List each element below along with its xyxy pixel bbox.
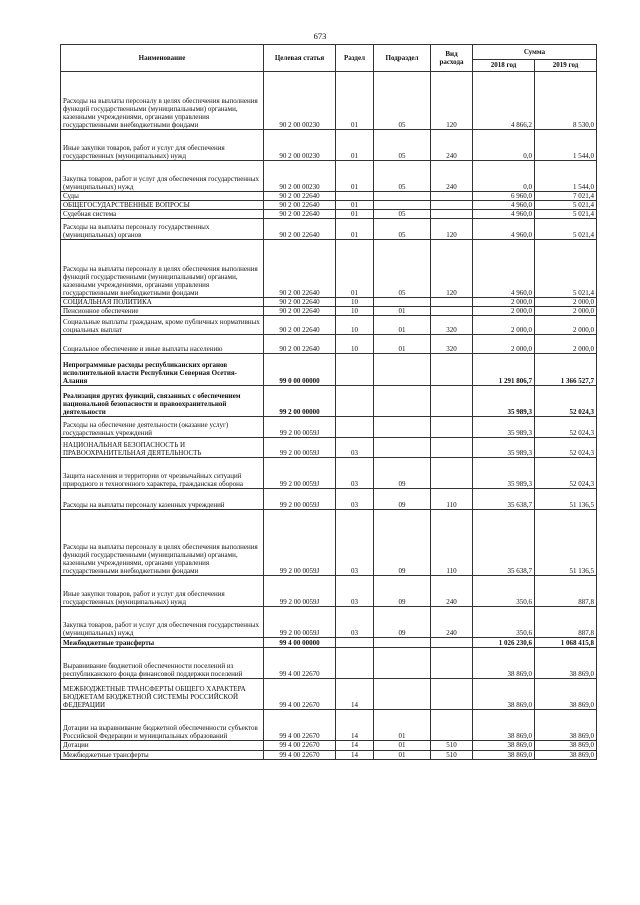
row-2018-cell: 350,6 — [473, 607, 535, 638]
row-2018-cell: 35 989,3 — [473, 458, 535, 489]
row-name-cell: Межбюджетные трансферты — [61, 638, 264, 648]
row-type-cell — [431, 307, 473, 316]
row-2018-cell: 4 960,0 — [473, 210, 535, 219]
row-target-cell: 99 2 00 0059J — [264, 417, 336, 438]
row-target-cell: 90 2 00 22640 — [264, 298, 336, 307]
row-name-cell: Закупка товаров, работ и услуг для обеспечения государственных (муниципальных) нужд — [61, 161, 264, 192]
row-name-cell: Иные закупки товаров, работ и услуг для обеспечения государственных (муниципальных) нужд — [61, 130, 264, 161]
header-expense-type: Вид расхода — [431, 45, 473, 72]
row-name-cell: Расходы на обеспечение деятельности (оказание услуг) государственных учреждений — [61, 417, 264, 438]
row-section-cell: 14 — [336, 750, 374, 759]
row-type-cell — [431, 458, 473, 489]
row-section-cell: 03 — [336, 438, 374, 458]
row-2018-cell: 38 869,0 — [473, 710, 535, 741]
row-subsection-cell — [374, 201, 431, 210]
row-target-cell: 90 2 00 22640 — [264, 316, 336, 335]
table-row — [61, 72, 597, 130]
row-target-cell: 99 4 00 22670 — [264, 648, 336, 679]
table-row — [61, 161, 597, 192]
row-type-cell: 320 — [431, 335, 473, 354]
row-subsection-cell — [374, 354, 431, 386]
row-type-cell — [431, 417, 473, 438]
row-2019-cell: 5 021,4 — [535, 210, 597, 219]
row-type-cell — [431, 298, 473, 307]
row-section-cell: 01 — [336, 201, 374, 210]
row-target-cell: 90 2 00 22640 — [264, 335, 336, 354]
row-2019-cell: 1 068 415,8 — [535, 638, 597, 648]
row-type-cell: 240 — [431, 130, 473, 161]
row-type-cell — [431, 438, 473, 458]
row-2019-cell: 887,8 — [535, 576, 597, 607]
table-row — [61, 648, 597, 679]
row-subsection-cell — [374, 438, 431, 458]
row-section-cell: 01 — [336, 219, 374, 240]
row-type-cell — [431, 710, 473, 741]
row-subsection-cell: 09 — [374, 489, 431, 510]
row-name-cell: Социальное обеспечение и иные выплаты населению — [61, 335, 264, 354]
row-section-cell — [336, 354, 374, 386]
row-target-cell: 90 2 00 22640 — [264, 201, 336, 210]
row-subsection-cell: 05 — [374, 161, 431, 192]
table-row — [61, 510, 597, 576]
row-name-cell: Расходы на выплаты персоналу в целях обеспечения выполнения функций государственными (муниципальными) органами, казенными учреждениями, органами управления государственными внебюджетными фондами — [61, 240, 264, 298]
row-target-cell: 99 2 00 0059J — [264, 438, 336, 458]
row-subsection-cell — [374, 638, 431, 648]
row-2019-cell: 52 024,3 — [535, 458, 597, 489]
row-target-cell: 90 2 00 00230 — [264, 161, 336, 192]
table-row — [61, 710, 597, 741]
row-subsection-cell — [374, 648, 431, 679]
table-row — [61, 438, 597, 458]
row-type-cell — [431, 648, 473, 679]
row-subsection-cell: 01 — [374, 710, 431, 741]
row-type-cell — [431, 354, 473, 386]
row-2018-cell: 2 000,0 — [473, 298, 535, 307]
row-target-cell: 90 2 00 00230 — [264, 130, 336, 161]
header-name: Наименование — [61, 45, 264, 72]
row-name-cell: Межбюджетные трансферты — [61, 750, 264, 759]
row-subsection-cell — [374, 192, 431, 201]
row-section-cell — [336, 417, 374, 438]
table-row — [61, 298, 597, 307]
row-target-cell: 90 2 00 22640 — [264, 240, 336, 298]
table-row — [61, 458, 597, 489]
row-subsection-cell — [374, 386, 431, 417]
table-row — [61, 354, 597, 386]
row-2018-cell: 35 638,7 — [473, 510, 535, 576]
table-row — [61, 201, 597, 210]
row-2019-cell: 887,8 — [535, 607, 597, 638]
row-2018-cell: 35 989,3 — [473, 417, 535, 438]
row-subsection-cell: 09 — [374, 510, 431, 576]
budget-rows — [61, 72, 597, 760]
row-target-cell: 99 0 00 00000 — [264, 354, 336, 386]
row-subsection-cell: 05 — [374, 240, 431, 298]
table-row — [61, 192, 597, 201]
row-subsection-cell: 05 — [374, 72, 431, 130]
row-subsection-cell: 09 — [374, 607, 431, 638]
row-section-cell: 10 — [336, 316, 374, 335]
row-2018-cell: 4 866,2 — [473, 72, 535, 130]
row-section-cell: 14 — [336, 679, 374, 710]
row-2018-cell: 2 000,0 — [473, 335, 535, 354]
row-subsection-cell: 01 — [374, 307, 431, 316]
table-row — [61, 607, 597, 638]
table-row — [61, 489, 597, 510]
row-section-cell: 03 — [336, 489, 374, 510]
table-row — [61, 638, 597, 648]
row-2018-cell: 35 638,7 — [473, 489, 535, 510]
row-section-cell: 01 — [336, 240, 374, 298]
row-target-cell: 90 2 00 22640 — [264, 219, 336, 240]
header-year-2018: 2018 год — [473, 60, 535, 72]
row-target-cell: 99 2 00 0059J — [264, 510, 336, 576]
row-type-cell: 320 — [431, 316, 473, 335]
row-2019-cell: 38 869,0 — [535, 750, 597, 759]
row-2019-cell: 7 021,4 — [535, 192, 597, 201]
row-subsection-cell: 01 — [374, 316, 431, 335]
row-section-cell: 10 — [336, 307, 374, 316]
row-2019-cell: 5 021,4 — [535, 219, 597, 240]
row-2019-cell: 5 021,4 — [535, 201, 597, 210]
row-2019-cell: 8 530,0 — [535, 72, 597, 130]
table-row — [61, 750, 597, 759]
row-2018-cell: 6 960,0 — [473, 192, 535, 201]
row-type-cell: 120 — [431, 240, 473, 298]
row-type-cell — [431, 201, 473, 210]
table-row — [61, 210, 597, 219]
header-sum: Сумма — [473, 45, 597, 60]
table-row — [61, 219, 597, 240]
row-subsection-cell: 05 — [374, 219, 431, 240]
table-row — [61, 316, 597, 335]
budget-table — [60, 44, 597, 760]
row-type-cell: 110 — [431, 510, 473, 576]
row-section-cell — [336, 192, 374, 201]
row-section-cell: 03 — [336, 458, 374, 489]
row-target-cell: 99 2 00 00000 — [264, 386, 336, 417]
row-section-cell — [336, 638, 374, 648]
header-subsection: Подраздел — [374, 45, 431, 72]
row-section-cell: 01 — [336, 161, 374, 192]
row-name-cell: Расходы на выплаты персоналу казенных учреждений — [61, 489, 264, 510]
row-type-cell — [431, 679, 473, 710]
row-type-cell: 240 — [431, 576, 473, 607]
row-type-cell: 120 — [431, 219, 473, 240]
row-2018-cell: 35 989,3 — [473, 386, 535, 417]
row-2019-cell: 1 544,0 — [535, 130, 597, 161]
row-2019-cell: 2 000,0 — [535, 298, 597, 307]
row-name-cell: МЕЖБЮДЖЕТНЫЕ ТРАНСФЕРТЫ ОБЩЕГО ХАРАКТЕРА БЮДЖЕТАМ БЮДЖЕТНОЙ СИСТЕМЫ РОССИЙСКОЙ ФЕДЕРАЦИИ — [61, 679, 264, 710]
row-2019-cell: 1 366 527,7 — [535, 354, 597, 386]
row-name-cell: Пенсионное обеспечение — [61, 307, 264, 316]
row-2019-cell: 2 000,0 — [535, 307, 597, 316]
row-subsection-cell — [374, 417, 431, 438]
row-2019-cell: 52 024,3 — [535, 417, 597, 438]
row-subsection-cell: 05 — [374, 210, 431, 219]
row-target-cell: 90 2 00 00230 — [264, 72, 336, 130]
row-section-cell — [336, 648, 374, 679]
row-type-cell — [431, 192, 473, 201]
row-section-cell: 01 — [336, 72, 374, 130]
row-2018-cell: 38 869,0 — [473, 741, 535, 750]
row-name-cell: Закупка товаров, работ и услуг для обеспечения государственных (муниципальных) нужд — [61, 607, 264, 638]
row-2019-cell: 52 024,3 — [535, 386, 597, 417]
row-section-cell: 14 — [336, 741, 374, 750]
table-row — [61, 335, 597, 354]
row-name-cell: Дотации на выравнивание бюджетной обеспеченности субъектов Российской Федерации и муниципальных образований — [61, 710, 264, 741]
row-section-cell: 03 — [336, 607, 374, 638]
row-name-cell: Защита населения и территории от чрезвычайных ситуаций природного и техногенного характера, гражданская оборона — [61, 458, 264, 489]
row-target-cell: 99 4 00 22670 — [264, 750, 336, 759]
row-section-cell: 01 — [336, 210, 374, 219]
row-2018-cell: 4 960,0 — [473, 219, 535, 240]
table-row — [61, 576, 597, 607]
row-2019-cell: 1 544,0 — [535, 161, 597, 192]
row-name-cell: Судебная система — [61, 210, 264, 219]
row-2018-cell: 350,6 — [473, 576, 535, 607]
row-subsection-cell: 09 — [374, 576, 431, 607]
row-type-cell — [431, 386, 473, 417]
table-row — [61, 386, 597, 417]
row-subsection-cell: 09 — [374, 458, 431, 489]
row-name-cell: Непрограммные расходы республиканских органов исполнительной власти Республики Северная Осетия-Алания — [61, 354, 264, 386]
row-target-cell: 99 4 00 22670 — [264, 741, 336, 750]
row-target-cell: 99 4 00 00000 — [264, 638, 336, 648]
row-name-cell: Расходы на выплаты персоналу государственных (муниципальных) органов — [61, 219, 264, 240]
page-number: 673 — [313, 31, 327, 41]
row-name-cell: Иные закупки товаров, работ и услуг для обеспечения государственных (муниципальных) нужд — [61, 576, 264, 607]
table-row — [61, 679, 597, 710]
table-row — [61, 240, 597, 298]
row-target-cell: 99 4 00 22670 — [264, 710, 336, 741]
row-2019-cell: 5 021,4 — [535, 240, 597, 298]
row-type-cell: 110 — [431, 489, 473, 510]
row-2019-cell: 38 869,0 — [535, 648, 597, 679]
row-2018-cell: 38 869,0 — [473, 648, 535, 679]
row-type-cell — [431, 638, 473, 648]
row-2019-cell: 51 136,5 — [535, 489, 597, 510]
table-row — [61, 741, 597, 750]
row-2018-cell: 1 291 806,7 — [473, 354, 535, 386]
row-name-cell: Расходы на выплаты персоналу в целях обеспечения выполнения функций государственными (муниципальными) органами, казенными учреждениями, органами управления государственными внебюджетными фондами — [61, 510, 264, 576]
row-2019-cell: 2 000,0 — [535, 335, 597, 354]
row-2019-cell: 52 024,3 — [535, 438, 597, 458]
row-name-cell: Суды — [61, 192, 264, 201]
row-target-cell: 99 2 00 0059J — [264, 489, 336, 510]
header-year-2019: 2019 год — [535, 60, 597, 72]
row-section-cell: 03 — [336, 510, 374, 576]
row-type-cell: 510 — [431, 741, 473, 750]
row-name-cell: Реализация других функций, связанных с обеспечением национальной безопасности и правоохранительной деятельности — [61, 386, 264, 417]
row-type-cell: 240 — [431, 607, 473, 638]
row-subsection-cell: 01 — [374, 750, 431, 759]
row-2018-cell: 2 000,0 — [473, 316, 535, 335]
row-2018-cell: 1 026 230,6 — [473, 638, 535, 648]
row-section-cell: 03 — [336, 576, 374, 607]
row-name-cell: Расходы на выплаты персоналу в целях обеспечения выполнения функций государственными (муниципальными) органами, казенными учреждениями, органами управления государственными внебюджетными фондами — [61, 72, 264, 130]
row-type-cell: 240 — [431, 161, 473, 192]
row-section-cell: 14 — [336, 710, 374, 741]
row-name-cell: Социальные выплаты гражданам, кроме публичных нормативных социальных выплат — [61, 316, 264, 335]
row-subsection-cell: 05 — [374, 130, 431, 161]
row-type-cell: 120 — [431, 72, 473, 130]
row-target-cell: 90 2 00 22640 — [264, 192, 336, 201]
row-name-cell: Выравнивание бюджетной обеспеченности поселений из республиканского фонда финансовой поддержки поселений — [61, 648, 264, 679]
row-2018-cell: 4 960,0 — [473, 240, 535, 298]
row-section-cell: 10 — [336, 298, 374, 307]
row-target-cell: 99 2 00 0059J — [264, 607, 336, 638]
row-type-cell: 510 — [431, 750, 473, 759]
row-2018-cell: 2 000,0 — [473, 307, 535, 316]
row-section-cell: 10 — [336, 335, 374, 354]
row-type-cell — [431, 210, 473, 219]
row-target-cell: 90 2 00 22640 — [264, 307, 336, 316]
row-name-cell: ОБЩЕГОСУДАРСТВЕННЫЕ ВОПРОСЫ — [61, 201, 264, 210]
row-2019-cell: 38 869,0 — [535, 710, 597, 741]
row-2018-cell: 0,0 — [473, 130, 535, 161]
row-target-cell: 99 4 00 22670 — [264, 679, 336, 710]
row-name-cell: Дотации — [61, 741, 264, 750]
table-row — [61, 130, 597, 161]
row-2019-cell: 38 869,0 — [535, 741, 597, 750]
row-2018-cell: 35 989,3 — [473, 438, 535, 458]
header-section: Раздел — [336, 45, 374, 72]
row-2018-cell: 38 869,0 — [473, 679, 535, 710]
row-2018-cell: 4 960,0 — [473, 201, 535, 210]
table-row — [61, 307, 597, 316]
row-2019-cell: 38 869,0 — [535, 679, 597, 710]
header-target: Целевая статья — [264, 45, 336, 72]
row-2018-cell: 38 869,0 — [473, 750, 535, 759]
row-subsection-cell: 01 — [374, 335, 431, 354]
row-target-cell: 99 2 00 0059J — [264, 458, 336, 489]
row-section-cell: 01 — [336, 130, 374, 161]
row-2019-cell: 51 136,5 — [535, 510, 597, 576]
row-name-cell: НАЦИОНАЛЬНАЯ БЕЗОПАСНОСТЬ И ПРАВООХРАНИТЕЛЬНАЯ ДЕЯТЕЛЬНОСТЬ — [61, 438, 264, 458]
row-2019-cell: 2 000,0 — [535, 316, 597, 335]
row-target-cell: 99 2 00 0059J — [264, 576, 336, 607]
row-subsection-cell — [374, 298, 431, 307]
row-section-cell — [336, 386, 374, 417]
row-subsection-cell: 01 — [374, 741, 431, 750]
row-subsection-cell — [374, 679, 431, 710]
table-row — [61, 417, 597, 438]
row-target-cell: 90 2 00 22640 — [264, 210, 336, 219]
row-name-cell: СОЦИАЛЬНАЯ ПОЛИТИКА — [61, 298, 264, 307]
row-2018-cell: 0,0 — [473, 161, 535, 192]
